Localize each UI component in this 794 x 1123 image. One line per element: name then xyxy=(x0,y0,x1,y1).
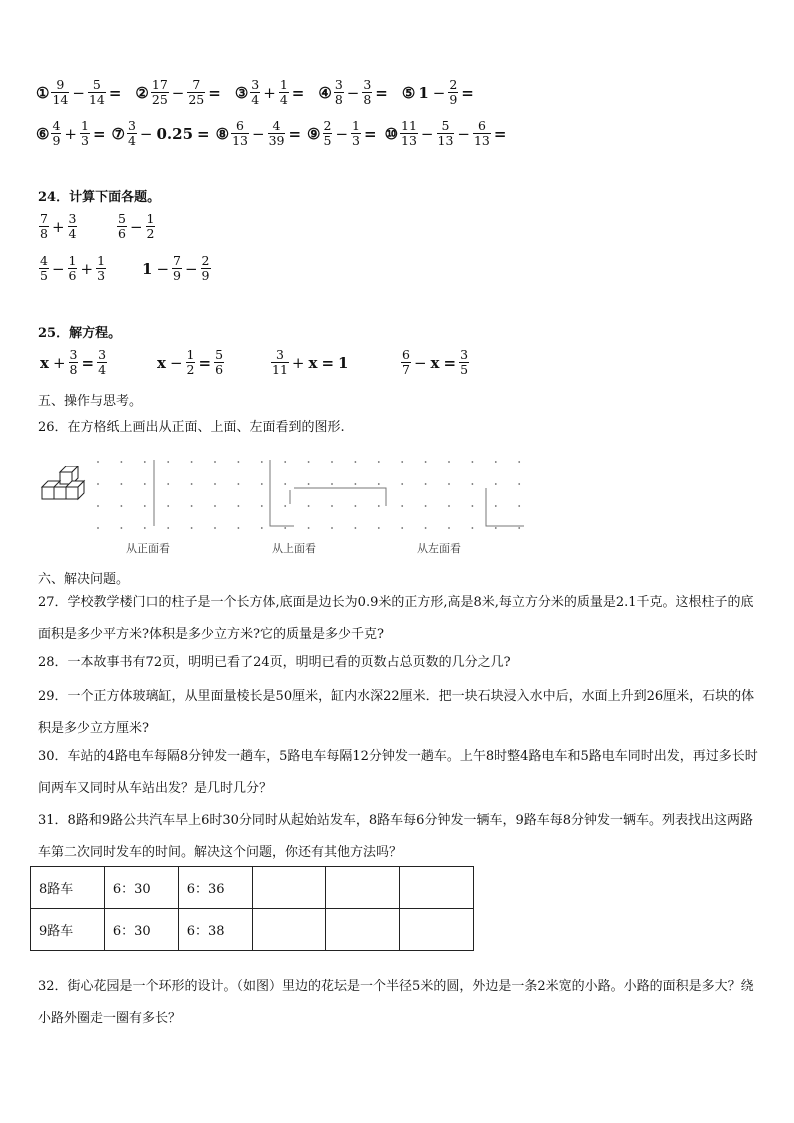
q25-eq-1 xyxy=(38,348,108,377)
grid-dot xyxy=(144,527,146,529)
numerator: 5 xyxy=(92,77,101,92)
calc-item xyxy=(385,119,509,148)
top-view-box xyxy=(270,460,386,526)
numerator: 11 xyxy=(401,118,417,133)
grid-dot xyxy=(121,461,123,463)
dot-grid xyxy=(94,456,526,534)
denominator: 8 xyxy=(363,92,372,107)
grid-dot xyxy=(495,505,497,507)
table-row xyxy=(31,867,474,909)
denominator: 9 xyxy=(449,92,458,107)
grid-dot xyxy=(284,527,286,529)
denominator: 7 xyxy=(402,362,410,377)
q25-eq-2 xyxy=(155,348,225,377)
grid-dot xyxy=(167,461,169,463)
numerator: 3 xyxy=(98,347,107,362)
grid-dot xyxy=(518,527,520,529)
denominator: 4 xyxy=(251,92,260,107)
grid-dot xyxy=(518,505,520,507)
equals-sign: = xyxy=(108,83,122,102)
q23-row-1 xyxy=(36,78,476,107)
grid-dot xyxy=(401,527,403,529)
numerator: 1 xyxy=(68,253,77,268)
grid-dot xyxy=(518,461,520,463)
cube-figure xyxy=(40,466,92,506)
item-number: ⑦ xyxy=(111,124,125,143)
item-number: ⑤ xyxy=(401,83,416,102)
grid-dot xyxy=(308,527,310,529)
grid-dot xyxy=(261,483,263,485)
numerator: 1 xyxy=(97,253,106,268)
term: x xyxy=(430,353,440,372)
grid-dot xyxy=(191,527,193,529)
grid-dot xyxy=(97,527,99,529)
item-number: ⑥ xyxy=(36,124,50,143)
numerator: 3 xyxy=(363,77,372,92)
fraction xyxy=(186,348,196,377)
table-cell[interactable] xyxy=(252,867,326,909)
fraction xyxy=(201,254,211,283)
equals-sign: = xyxy=(197,124,210,143)
item-number: ③ xyxy=(234,83,249,102)
grid-dot xyxy=(401,505,403,507)
numerator: 7 xyxy=(192,77,201,92)
numerator: 3 xyxy=(460,347,469,362)
equals-sign: = xyxy=(288,124,302,143)
fraction xyxy=(117,212,127,241)
denominator: 39 xyxy=(268,133,285,148)
table-cell[interactable] xyxy=(252,909,326,951)
q24-expr-1 xyxy=(38,212,78,241)
equals-sign: = xyxy=(291,83,305,102)
grid-dot xyxy=(495,527,497,529)
grid-dot xyxy=(425,483,427,485)
numerator: 5 xyxy=(441,118,450,133)
operator: − xyxy=(171,83,185,102)
q29-text: 29．一个正方体玻璃缸，从里面量棱长是50厘米，缸内水深22厘米．把一块石块浸入水中后，水面上升到26厘米，石块的体积是多少立方厘米? xyxy=(38,689,755,736)
grid-dot xyxy=(495,461,497,463)
q23-row-2 xyxy=(36,119,508,148)
term: 1 xyxy=(338,353,349,372)
denominator: 13 xyxy=(437,133,454,148)
table-cell: 8路车 xyxy=(31,867,105,909)
operator: − xyxy=(72,83,85,102)
numerator: 4 xyxy=(272,118,281,133)
grid-dot xyxy=(261,505,263,507)
calc-item xyxy=(307,119,379,148)
denominator: 5 xyxy=(40,268,48,283)
denominator: 3 xyxy=(97,268,106,283)
numerator: 6 xyxy=(477,118,486,133)
fraction xyxy=(334,78,344,107)
operator: − xyxy=(413,353,427,372)
grid-dot xyxy=(472,461,474,463)
grid-dot xyxy=(284,461,286,463)
denominator: 4 xyxy=(98,362,107,377)
grid-dot xyxy=(284,505,286,507)
operator: − xyxy=(346,83,360,102)
table-cell: 9路车 xyxy=(31,909,105,951)
fraction xyxy=(279,78,289,107)
caption-front-view: 从正面看 xyxy=(126,542,170,555)
denominator: 6 xyxy=(118,226,126,241)
fraction xyxy=(51,119,61,148)
grid-dot xyxy=(425,527,427,529)
denominator: 13 xyxy=(232,133,248,148)
grid-dot xyxy=(238,505,240,507)
fraction xyxy=(51,78,69,107)
grid-dot xyxy=(144,461,146,463)
item-number: ① xyxy=(36,83,50,102)
grid-dot xyxy=(472,505,474,507)
grid-dot xyxy=(191,505,193,507)
grid-dot xyxy=(121,483,123,485)
fraction xyxy=(151,78,169,107)
calc-item xyxy=(135,78,222,107)
numerator: 1 xyxy=(352,118,360,133)
numerator: 1 xyxy=(186,347,195,362)
grid-dot xyxy=(214,505,216,507)
operator: + xyxy=(52,353,66,372)
numerator: 1 xyxy=(146,211,155,226)
caption-left-view: 从左面看 xyxy=(417,542,461,555)
grid-dot xyxy=(284,483,286,485)
term: x xyxy=(157,353,166,372)
fraction xyxy=(271,348,289,377)
denominator: 3 xyxy=(352,133,360,148)
numerator: 5 xyxy=(215,347,224,362)
q27-text: 27．学校教学楼门口的柱子是一个长方体,底面是边长为0.9米的正方形,高是8米,每立方分米的质量是2.1千克。这根柱子的底面积是多少平方米?体积是多少立方米?它的质量是多少千克? xyxy=(38,595,754,642)
denominator: 2 xyxy=(186,362,195,377)
numerator: 3 xyxy=(127,118,136,133)
item-number: ② xyxy=(135,83,149,102)
equals-sign: = xyxy=(208,83,221,102)
numerator: 7 xyxy=(40,211,48,226)
denominator: 11 xyxy=(272,362,288,377)
grid-dot xyxy=(308,461,310,463)
grid-dot xyxy=(378,461,380,463)
numerator: 1 xyxy=(80,118,89,133)
operator: − xyxy=(420,124,434,143)
fraction xyxy=(80,119,90,148)
numerator: 4 xyxy=(52,118,61,133)
grid-dot xyxy=(121,505,123,507)
grid-dot xyxy=(191,483,193,485)
table-cell: 6：36 xyxy=(178,867,252,909)
fraction xyxy=(39,254,49,283)
grid-dot xyxy=(355,505,357,507)
fraction xyxy=(323,119,333,148)
grid-dot xyxy=(331,527,333,529)
denominator: 14 xyxy=(88,92,105,107)
fraction xyxy=(473,119,491,148)
term: 1 xyxy=(418,83,429,102)
q25-eq-3 xyxy=(270,348,350,377)
table-row xyxy=(31,909,474,951)
calc-item xyxy=(235,78,307,107)
grid-dot xyxy=(331,505,333,507)
operator: − xyxy=(457,124,470,143)
fraction xyxy=(250,78,260,107)
grid-dot xyxy=(425,461,427,463)
operator: − xyxy=(184,259,198,278)
equals-sign: = xyxy=(493,124,507,143)
fraction xyxy=(448,78,458,107)
operator: − xyxy=(51,259,65,278)
grid-dot xyxy=(238,527,240,529)
numerator: 6 xyxy=(402,347,410,362)
q26-title: 26．在方格纸上画出从正面、上面、左面看到的图形. xyxy=(38,420,345,435)
denominator: 5 xyxy=(323,133,332,148)
fraction xyxy=(362,78,372,107)
grid-dot xyxy=(238,483,240,485)
term: 0.25 xyxy=(156,124,194,143)
fraction xyxy=(88,78,106,107)
denominator: 9 xyxy=(173,268,181,283)
fraction xyxy=(437,119,455,148)
fraction xyxy=(172,254,182,283)
grid-dot xyxy=(167,483,169,485)
grid-dot xyxy=(167,527,169,529)
grid-dot xyxy=(448,527,450,529)
grid-dot xyxy=(378,483,380,485)
denominator: 3 xyxy=(80,133,89,148)
q24-title: 24．计算下面各题。 xyxy=(38,190,161,205)
fraction xyxy=(68,212,78,241)
denominator: 2 xyxy=(146,226,155,241)
operator: + xyxy=(51,217,65,236)
grid-dots xyxy=(97,461,520,529)
calc-item xyxy=(112,119,212,148)
grid-dot xyxy=(331,461,333,463)
grid-dot xyxy=(355,527,357,529)
q24-expr-4 xyxy=(140,254,212,283)
equals-sign: = xyxy=(92,124,106,143)
operator: = xyxy=(198,353,212,372)
q31-text: 31．8路和9路公共汽车早上6时30分同时从起始站发车，8路车每6分钟发一辆车，9路车每8分钟发一辆车。列表找出这两路车第二次同时发车的时间。解决这个问题，你还有其他方法吗？ xyxy=(38,813,753,860)
numerator: 3 xyxy=(334,77,343,92)
term: 1 xyxy=(142,259,153,278)
table-cell: 6：38 xyxy=(178,909,252,951)
grid-dot xyxy=(191,461,193,463)
grid-dot xyxy=(144,505,146,507)
grid-dot xyxy=(214,527,216,529)
fraction xyxy=(401,348,411,377)
grid-dot xyxy=(308,483,310,485)
denominator: 13 xyxy=(473,133,490,148)
term: x xyxy=(308,353,318,372)
denominator: 25 xyxy=(151,92,168,107)
operator: = xyxy=(321,353,335,372)
fraction xyxy=(146,212,156,241)
fraction xyxy=(187,78,205,107)
numerator: 3 xyxy=(69,347,78,362)
denominator: 6 xyxy=(215,362,224,377)
grid-dot xyxy=(355,483,357,485)
operator: + xyxy=(263,83,276,102)
item-number: ④ xyxy=(318,83,332,102)
grid-dot xyxy=(355,461,357,463)
table-cell: 6：30 xyxy=(104,909,178,951)
operator: − xyxy=(251,124,265,143)
grid-dot xyxy=(448,461,450,463)
operator: − xyxy=(129,217,143,236)
item-number: ⑨ xyxy=(307,124,321,143)
left-view-box xyxy=(486,488,524,526)
calc-item xyxy=(318,78,390,107)
operator: + xyxy=(291,353,305,372)
fraction xyxy=(459,348,469,377)
fraction xyxy=(96,254,106,283)
grid-dot xyxy=(97,505,99,507)
equals-sign: = xyxy=(461,83,474,102)
fraction xyxy=(268,119,286,148)
numerator: 6 xyxy=(236,118,244,133)
grid-dot xyxy=(518,483,520,485)
operator: − xyxy=(139,124,153,143)
numerator: 9 xyxy=(56,77,65,92)
operator: = xyxy=(443,353,457,372)
operator: − xyxy=(169,353,183,372)
grid-dot xyxy=(214,461,216,463)
grid-dot xyxy=(425,505,427,507)
grid-dot xyxy=(472,483,474,485)
q25-title: 25．解方程。 xyxy=(38,326,122,341)
table-cell[interactable] xyxy=(400,867,474,909)
grid-dot xyxy=(378,505,380,507)
grid-dot xyxy=(308,505,310,507)
section-5-heading: 五、操作与思考。 xyxy=(38,394,143,409)
fraction xyxy=(400,119,418,148)
denominator: 5 xyxy=(460,362,469,377)
calc-item xyxy=(36,78,123,107)
fraction xyxy=(69,348,79,377)
table-cell[interactable] xyxy=(400,909,474,951)
grid-dot xyxy=(261,461,263,463)
fraction xyxy=(127,119,137,148)
table-cell[interactable] xyxy=(326,867,400,909)
equals-sign: = xyxy=(363,124,377,143)
denominator: 13 xyxy=(401,133,417,148)
item-number: ⑧ xyxy=(215,124,230,143)
denominator: 14 xyxy=(52,92,69,107)
grid-dot xyxy=(167,505,169,507)
grid-dot xyxy=(238,461,240,463)
fraction xyxy=(39,212,49,241)
operator: − xyxy=(432,83,446,102)
fraction xyxy=(214,348,224,377)
grid-dot xyxy=(214,483,216,485)
numerator: 1 xyxy=(279,77,288,92)
numerator: 17 xyxy=(151,77,168,92)
grid-dot xyxy=(331,483,333,485)
denominator: 4 xyxy=(279,92,288,107)
numerator: 3 xyxy=(275,347,284,362)
fraction xyxy=(97,348,107,377)
denominator: 8 xyxy=(69,362,78,377)
denominator: 4 xyxy=(127,133,136,148)
operator: − xyxy=(335,124,349,143)
q30-text: 30．车站的4路电车每隔8分钟发一趟车，5路电车每隔12分钟发一趟车。上午8时整4路电车和5路电车同时出发，再过多长时间两车又同时从车站出发？是几时几分？ xyxy=(38,749,758,796)
denominator: 8 xyxy=(40,226,48,241)
q28-text: 28．一本故事书有72页，明明已看了24页，明明已看的页数占总页数的几分之几? xyxy=(38,655,511,670)
grid-dot xyxy=(121,527,123,529)
operator: + xyxy=(64,124,77,143)
bus-schedule-table xyxy=(30,866,474,951)
grid-dot xyxy=(495,483,497,485)
calc-item xyxy=(216,119,303,148)
operator: = xyxy=(81,353,95,372)
numerator: 3 xyxy=(251,77,260,92)
grid-dot xyxy=(261,527,263,529)
denominator: 9 xyxy=(52,133,61,148)
fraction xyxy=(68,254,78,283)
equals-sign: = xyxy=(375,83,388,102)
caption-top-view: 从上面看 xyxy=(272,542,316,555)
q32-text: 32．街心花园是一个环形的设计。（如图）里边的花坛是一个半径5米的圆，外边是一条2米宽的小路。小路的面积是多大？绕小路外圈走一圈有多长？ xyxy=(38,979,754,1026)
item-number: ⑩ xyxy=(384,124,399,143)
numerator: 2 xyxy=(201,253,210,268)
operator: + xyxy=(80,259,94,278)
q24-expr-3 xyxy=(38,254,107,283)
numerator: 7 xyxy=(173,253,181,268)
denominator: 25 xyxy=(188,92,205,107)
operator: − xyxy=(156,259,170,278)
denominator: 9 xyxy=(201,268,210,283)
calc-item xyxy=(36,119,108,148)
grid-dot xyxy=(401,483,403,485)
term: x xyxy=(40,353,49,372)
grid-dot xyxy=(401,461,403,463)
q25-eq-4 xyxy=(400,348,470,377)
section-6-heading: 六、解决问题。 xyxy=(38,572,130,587)
q24-expr-2 xyxy=(116,212,156,241)
grid-dot xyxy=(144,483,146,485)
table-cell: 6：30 xyxy=(104,867,178,909)
numerator: 5 xyxy=(118,211,126,226)
grid-dot xyxy=(378,527,380,529)
denominator: 8 xyxy=(334,92,343,107)
numerator: 2 xyxy=(449,77,458,92)
numerator: 3 xyxy=(68,211,77,226)
denominator: 4 xyxy=(68,226,77,241)
grid-dot xyxy=(472,527,474,529)
calc-item xyxy=(402,78,476,107)
numerator: 4 xyxy=(40,253,48,268)
numerator: 2 xyxy=(323,118,332,133)
fraction xyxy=(351,119,361,148)
denominator: 6 xyxy=(68,268,77,283)
grid-dot xyxy=(448,505,450,507)
grid-dot xyxy=(97,483,99,485)
table-cell[interactable] xyxy=(326,909,400,951)
grid-dot xyxy=(97,461,99,463)
grid-dot xyxy=(448,483,450,485)
fraction xyxy=(231,119,249,148)
